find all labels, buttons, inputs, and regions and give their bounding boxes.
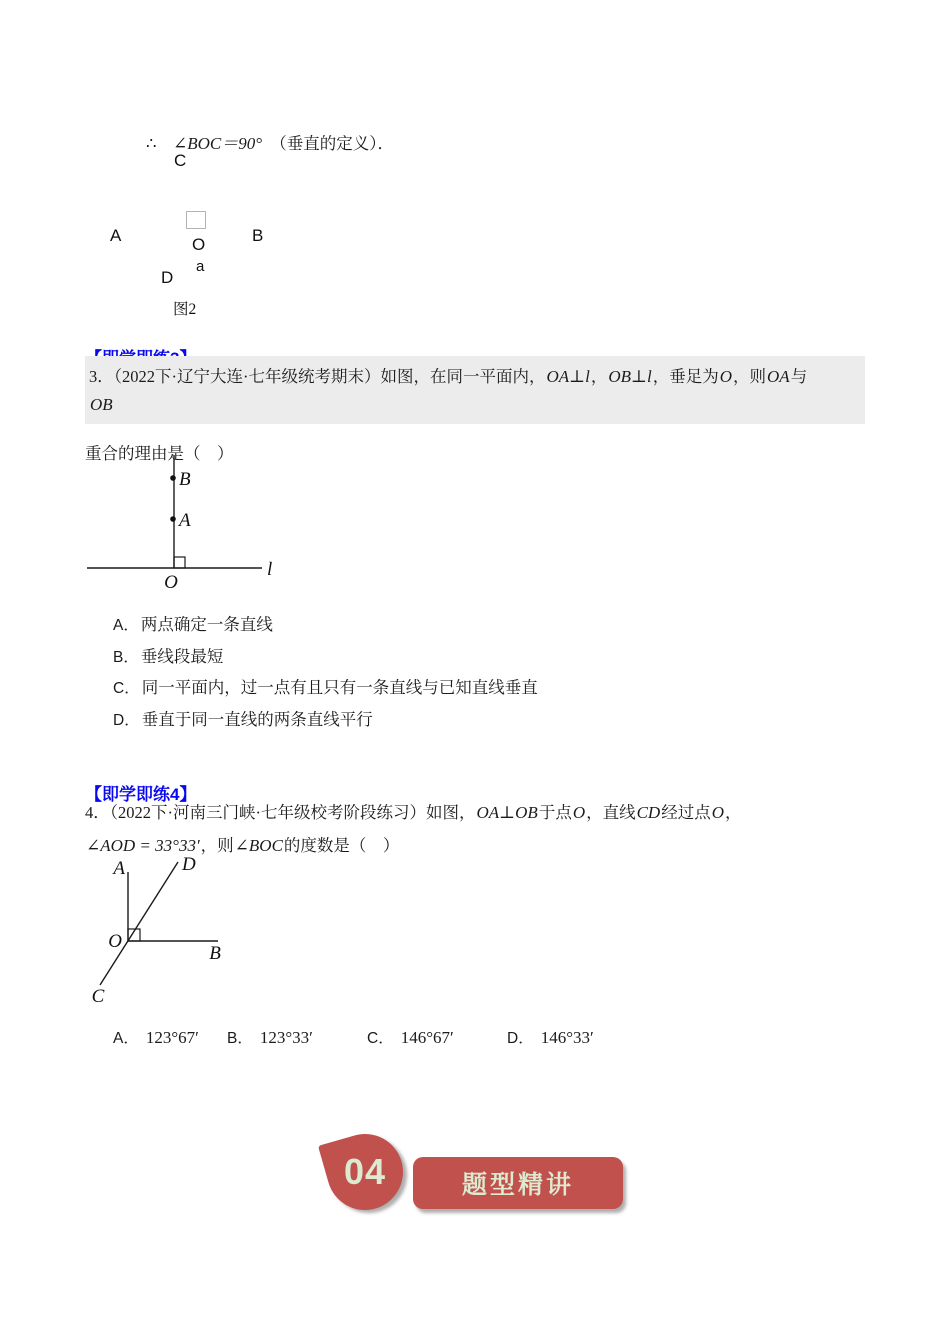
right-angle-box [186, 211, 206, 229]
option-letter: A． [113, 617, 139, 634]
question-4-text: ， [725, 803, 742, 822]
point-dot-a [170, 516, 176, 522]
option-letter: B． [113, 648, 139, 666]
question-3-text: 3．（2022下·辽宁大连·七年级统考期末）如图，在同一平面内， [89, 367, 546, 386]
math-ob: OB [90, 395, 113, 414]
line-cd [100, 862, 178, 985]
option-d [113, 704, 538, 736]
section-title: 题型精讲 [461, 1171, 574, 1199]
math-o: O [572, 803, 586, 822]
figure-q4-diagram [75, 855, 250, 1015]
question-4-text: 的度数是（ ） [283, 836, 400, 855]
option-letter: D． [113, 711, 140, 729]
option-c [113, 672, 538, 704]
option-c [367, 1026, 454, 1050]
question-4-text: 4．（2022下·河南三门峡·七年级校考阶段练习）如图， [85, 803, 476, 822]
option-a [113, 609, 538, 641]
option-b [113, 641, 538, 673]
point-label-c: C [91, 986, 105, 1007]
proof-reason: （垂直的定义）． [262, 133, 395, 153]
option-letter: D． [507, 1030, 534, 1047]
option-text: 垂线段最短 [140, 646, 224, 666]
option-a [113, 1026, 199, 1050]
question-3 [85, 356, 865, 424]
option-letter: B． [227, 1030, 253, 1047]
question-3-line-2 [89, 391, 855, 419]
point-label-d: D [161, 268, 174, 287]
origin-label-o: O [108, 931, 122, 952]
point-label-a: A [113, 858, 125, 879]
question-3-text: ，则 [733, 367, 767, 386]
option-value: 146°67′ [400, 1028, 454, 1047]
therefore-symbol: ∴ [146, 133, 173, 153]
option-letter: C． [113, 680, 140, 697]
question-3-prompt: 重合的理由是（ ） [85, 443, 234, 463]
section-heading-4: 【即学即练4】 [85, 785, 197, 804]
math-cd: CD [636, 803, 661, 822]
math-oa-perp-ob: OA⊥OB [476, 803, 538, 822]
question-3-text: ，垂足为 [652, 367, 719, 386]
question-3-text: 与 [790, 367, 808, 386]
option-value: 146°33′ [540, 1028, 594, 1047]
figure-caption: 图2 [173, 301, 197, 318]
point-label-a: A [110, 226, 122, 245]
math-aod-angle: ∠AOD = 33°33′ [86, 836, 200, 855]
line-label-a: a [196, 258, 205, 275]
point-label-b: B [252, 226, 264, 245]
option-value: 123°67′ [145, 1028, 199, 1047]
point-label-a: A [179, 510, 191, 531]
math-ob-perp-l: OB⊥l [608, 367, 652, 386]
math-o: O [711, 803, 724, 822]
option-text: 同一平面内，过一点有且只有一条直线与已知直线垂直 [141, 678, 538, 697]
point-label-b: B [209, 943, 221, 964]
question-4-text: ，则 [200, 836, 234, 855]
math-o: O [719, 367, 733, 386]
right-angle-mark [174, 557, 185, 568]
proof-line [146, 129, 394, 154]
question-4-line-1 [85, 796, 885, 829]
math-boc-angle: ∠BOC [234, 836, 283, 855]
math-oa-perp-l: OA⊥l [546, 367, 590, 386]
option-letter: A． [113, 1030, 139, 1047]
section-number: 04 [343, 1151, 387, 1193]
point-label-c: C [174, 151, 187, 170]
option-letter: C． [367, 1030, 394, 1047]
question-4-text: 于点 [538, 803, 572, 822]
option-text: 两点确定一条直线 [140, 615, 273, 634]
section-number-badge [318, 1125, 412, 1219]
question-3-line-1 [89, 363, 855, 391]
option-b [227, 1026, 313, 1050]
option-text: 垂直于同一直线的两条直线平行 [141, 709, 373, 729]
math-oa: OA [767, 367, 790, 386]
option-value: 123°33′ [259, 1028, 313, 1047]
question-4-text: ，直线 [586, 803, 636, 822]
option-d [507, 1026, 594, 1050]
point-label-b: B [179, 469, 191, 490]
question-4-text: 经过点 [661, 803, 711, 822]
point-label-o: O [192, 235, 206, 254]
line-label-l: l [267, 559, 273, 580]
question-3-options [113, 609, 538, 735]
origin-label-o: O [164, 572, 178, 593]
question-4 [85, 796, 885, 862]
proof-math: ∠BOC＝90° [173, 133, 263, 153]
point-dot-b [170, 475, 176, 481]
point-label-d: D [182, 855, 196, 875]
figure-q3-diagram [80, 448, 295, 596]
section-title-banner [413, 1157, 623, 1209]
question-3-text: ， [590, 367, 608, 386]
